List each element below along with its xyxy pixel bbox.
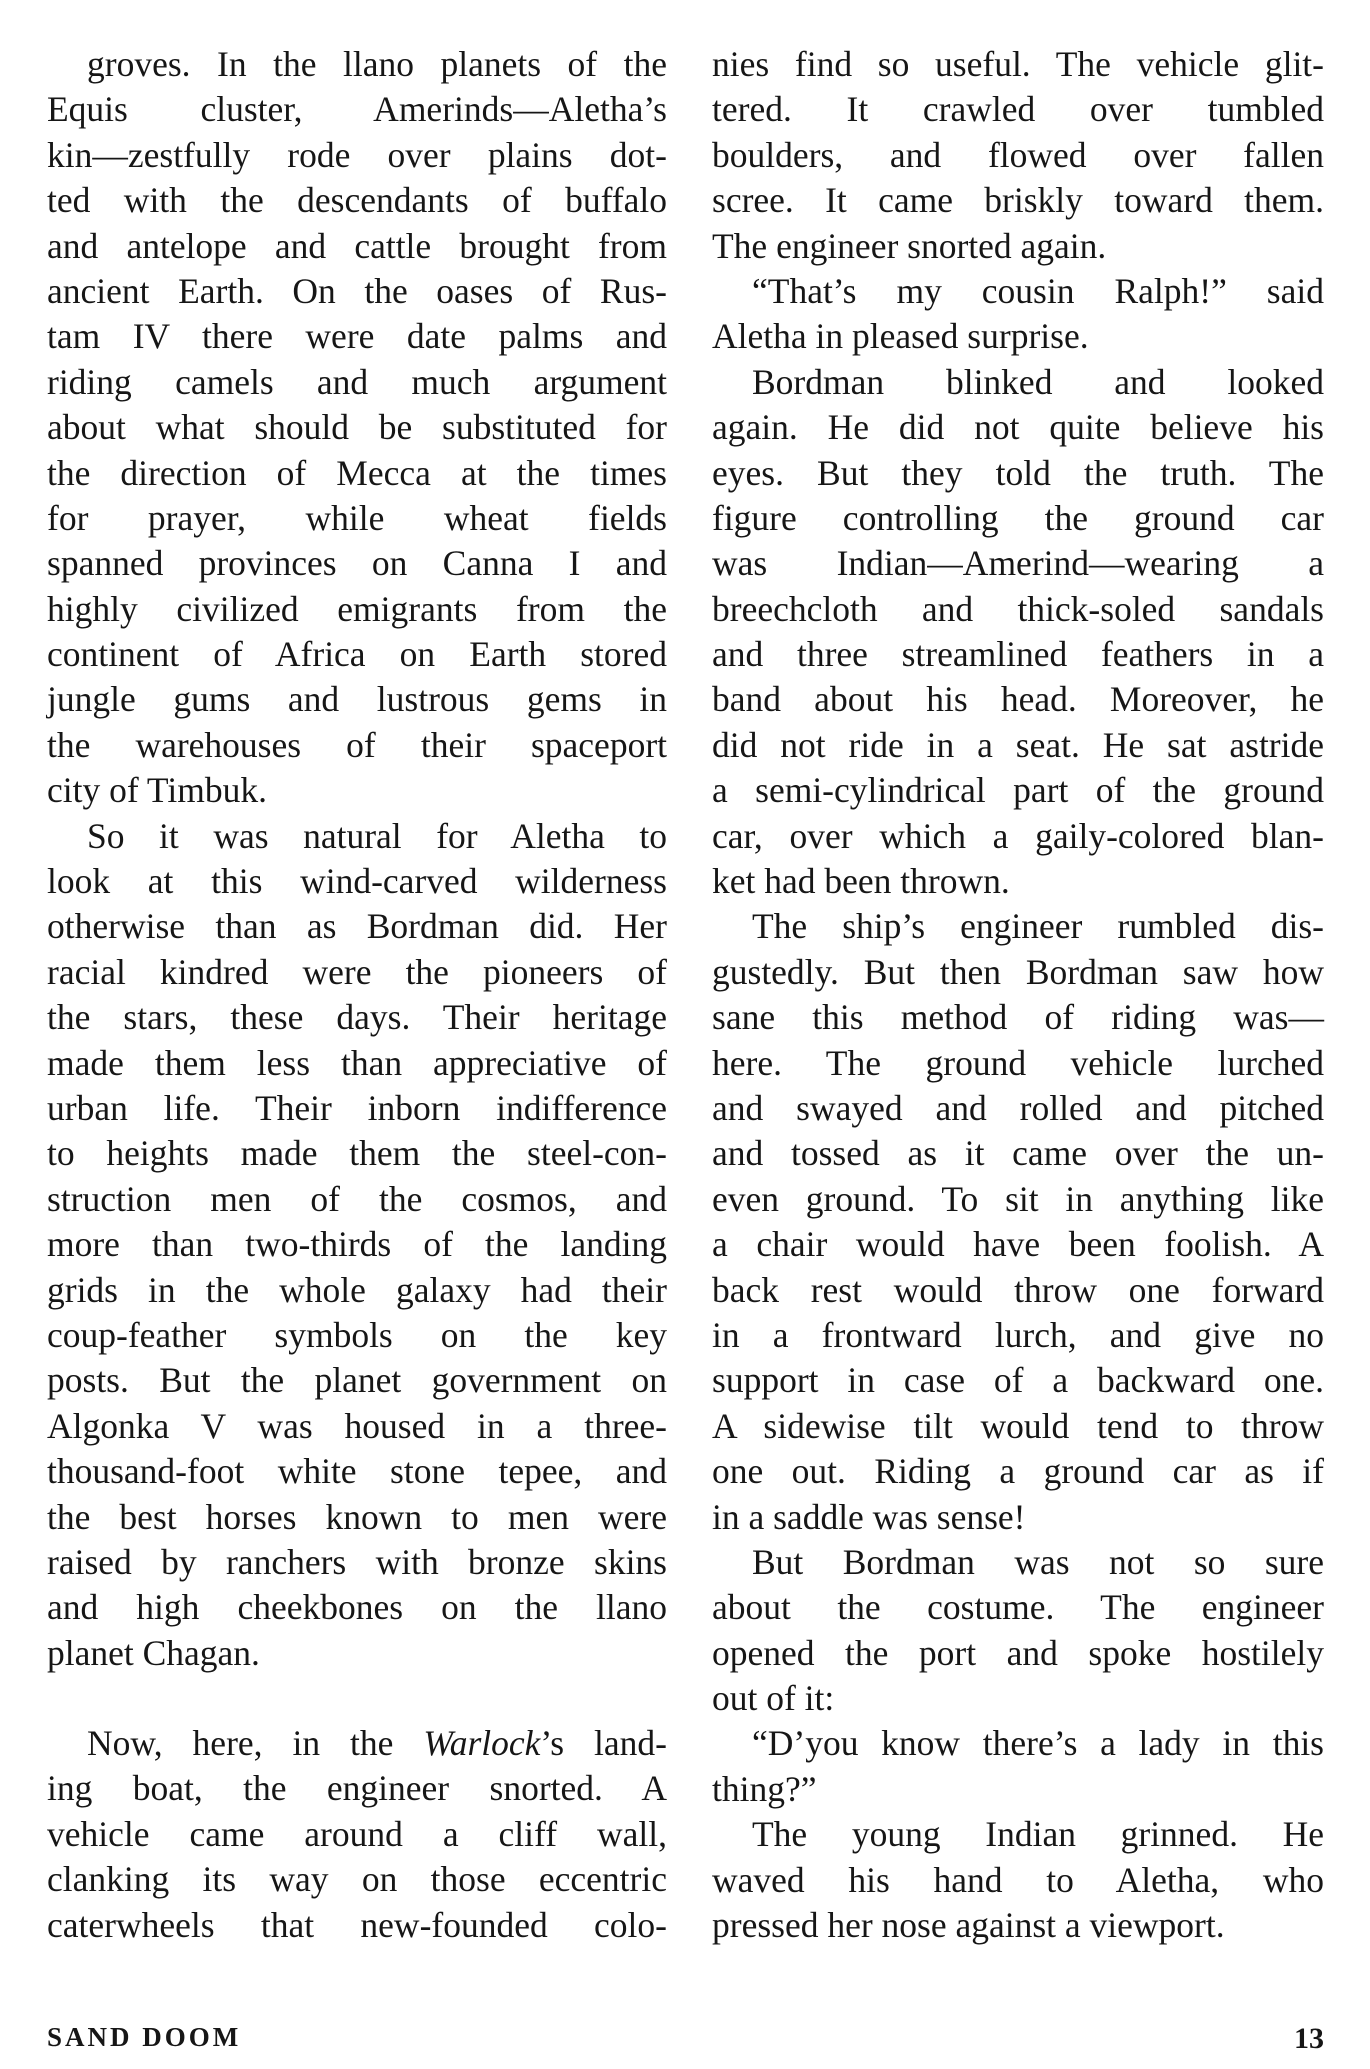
text-line: grids in the whole galaxy had their [47, 1269, 667, 1310]
text-line: tam IV there were date palms and [47, 316, 667, 357]
text-line: urban life. Their inborn indifference [47, 1087, 667, 1128]
text-line: band about his head. Moreover, he [712, 679, 1324, 720]
text-line: a chair would have been foolish. A [712, 1224, 1324, 1265]
text-line: So it was natural for Aletha to [87, 815, 667, 856]
text-line: the best horses known to men were [47, 1496, 667, 1537]
text-line: riding camels and much argument [47, 361, 667, 402]
text-line: clanking its way on those eccentric [47, 1859, 667, 1900]
text-line: planet Chagan. [47, 1632, 260, 1673]
text-line: The young Indian grinned. He [752, 1814, 1324, 1855]
text-line: and tossed as it came over the un- [712, 1133, 1324, 1174]
paragraph [712, 1721, 1324, 1812]
text-line: “That’s my cousin Ralph!” said [752, 270, 1324, 311]
paragraph [712, 360, 1324, 905]
text-line: more than two-thirds of the landing [47, 1224, 667, 1265]
text-line: ancient Earth. On the oases of Rus- [47, 270, 667, 311]
right-column [712, 42, 1324, 1948]
paragraph [712, 42, 1324, 269]
page-number: 13 [1294, 2022, 1324, 2055]
text-line: tered. It crawled over tumbled [712, 89, 1324, 130]
text-line: ket had been thrown. [712, 861, 1010, 902]
text-line: a semi-cylindrical part of the ground [712, 770, 1324, 811]
text-line: Equis cluster, Amerinds—Aletha’s [47, 89, 667, 130]
paragraph [712, 1540, 1324, 1722]
left-column [47, 42, 667, 1948]
text-line: and high cheekbones on the llano [47, 1587, 667, 1628]
text-line: But Bordman was not so sure [752, 1541, 1324, 1582]
text-line: out of it: [712, 1678, 835, 1719]
text-line: thing?” [712, 1768, 817, 1809]
running-title: SAND DOOM [47, 2022, 242, 2052]
text-line: waved his hand to Aletha, who [712, 1859, 1324, 1900]
text-line: ing boat, the engineer snorted. A [47, 1768, 667, 1809]
section-break [47, 1676, 667, 1721]
text-line: continent of Africa on Earth stored [47, 634, 667, 675]
text-line: eyes. But they told the truth. The [712, 452, 1324, 493]
text-line: breechcloth and thick-soled sandals [712, 588, 1324, 629]
text-line: ted with the descendants of buffalo [47, 180, 667, 221]
text-line: gustedly. But then Bordman saw how [712, 951, 1324, 992]
text-line: look at this wind-carved wilderness [47, 861, 667, 902]
text-line: nies find so useful. The vehicle glit- [712, 44, 1324, 84]
paragraph [47, 814, 667, 1676]
text-line: jungle gums and lustrous gems in [47, 679, 667, 720]
text-line: coup-feather symbols on the key [47, 1314, 667, 1355]
ship-name: Warlock [423, 1723, 541, 1764]
text-line: was Indian—Amerind—wearing a [712, 543, 1324, 584]
text-line: for prayer, while wheat fields [47, 497, 667, 538]
text-line: thousand-foot white stone tepee, and [47, 1451, 667, 1492]
text-line: caterwheels that new-founded colo- [47, 1904, 667, 1945]
text-line: did not ride in a seat. He sat astride [712, 724, 1324, 765]
text-line: highly civilized emigrants from the [47, 588, 667, 629]
text-line: scree. It came briskly toward them. [712, 180, 1324, 221]
text-line: Now, here, in the Warlock’s land- [87, 1723, 667, 1764]
text-line: and three streamlined feathers in a [712, 634, 1324, 675]
text-line: the stars, these days. Their heritage [47, 997, 667, 1038]
text-line: city of Timbuk. [47, 770, 267, 811]
text-line: opened the port and spoke hostilely [712, 1632, 1324, 1673]
text-line: vehicle came around a cliff wall, [47, 1813, 667, 1854]
text-line: struction men of the cosmos, and [47, 1178, 667, 1219]
text-line: here. The ground vehicle lurched [712, 1042, 1324, 1083]
text-line: the warehouses of their spaceport [47, 724, 667, 765]
text-line: groves. In the llano planets of the [87, 44, 667, 84]
paragraph [712, 269, 1324, 360]
text-line: one out. Riding a ground car as if [712, 1451, 1324, 1492]
text-line: spanned provinces on Canna I and [47, 543, 667, 584]
text-line: and antelope and cattle brought from [47, 225, 667, 266]
text-line: kin—zestfully rode over plains dot- [47, 134, 667, 175]
text-line: “D’you know there’s a lady in this [752, 1723, 1324, 1764]
paragraph [47, 1721, 667, 1948]
text-line: posts. But the planet government on [47, 1360, 667, 1401]
text-line: again. He did not quite believe his [712, 407, 1324, 448]
paragraph [712, 1812, 1324, 1948]
text-line: about what should be substituted for [47, 407, 667, 448]
text-line: racial kindred were the pioneers of [47, 951, 667, 992]
text-line: The engineer snorted again. [712, 225, 1107, 266]
text-line: in a saddle was sense! [712, 1496, 1026, 1537]
paragraph [47, 42, 667, 814]
text-line: Aletha in pleased surprise. [712, 316, 1089, 357]
text-line: The ship’s engineer rumbled dis- [752, 906, 1324, 947]
text-line: Algonka V was housed in a three- [47, 1405, 667, 1446]
text-line: made them less than appreciative of [47, 1042, 667, 1083]
text-line: and swayed and rolled and pitched [712, 1087, 1324, 1128]
text-line: in a frontward lurch, and give no [712, 1314, 1324, 1355]
text-line: boulders, and flowed over fallen [712, 134, 1324, 175]
paragraph [712, 904, 1324, 1539]
text-line: the direction of Mecca at the times [47, 452, 667, 493]
text-line: support in case of a backward one. [712, 1360, 1324, 1401]
text-line: car, over which a gaily-colored blan- [712, 815, 1324, 856]
text-line: back rest would throw one forward [712, 1269, 1324, 1310]
text-line: even ground. To sit in anything like [712, 1178, 1324, 1219]
text-line: figure controlling the ground car [712, 497, 1324, 538]
text-line: Bordman blinked and looked [752, 361, 1324, 402]
text-line: otherwise than as Bordman did. Her [47, 906, 667, 947]
text-line: about the costume. The engineer [712, 1587, 1324, 1628]
text-line: sane this method of riding was— [712, 997, 1324, 1038]
text-line: raised by ranchers with bronze skins [47, 1541, 667, 1582]
text-line: A sidewise tilt would tend to throw [712, 1405, 1324, 1446]
text-line: pressed her nose against a viewport. [712, 1905, 1225, 1946]
text-line: to heights made them the steel-con- [47, 1133, 667, 1174]
